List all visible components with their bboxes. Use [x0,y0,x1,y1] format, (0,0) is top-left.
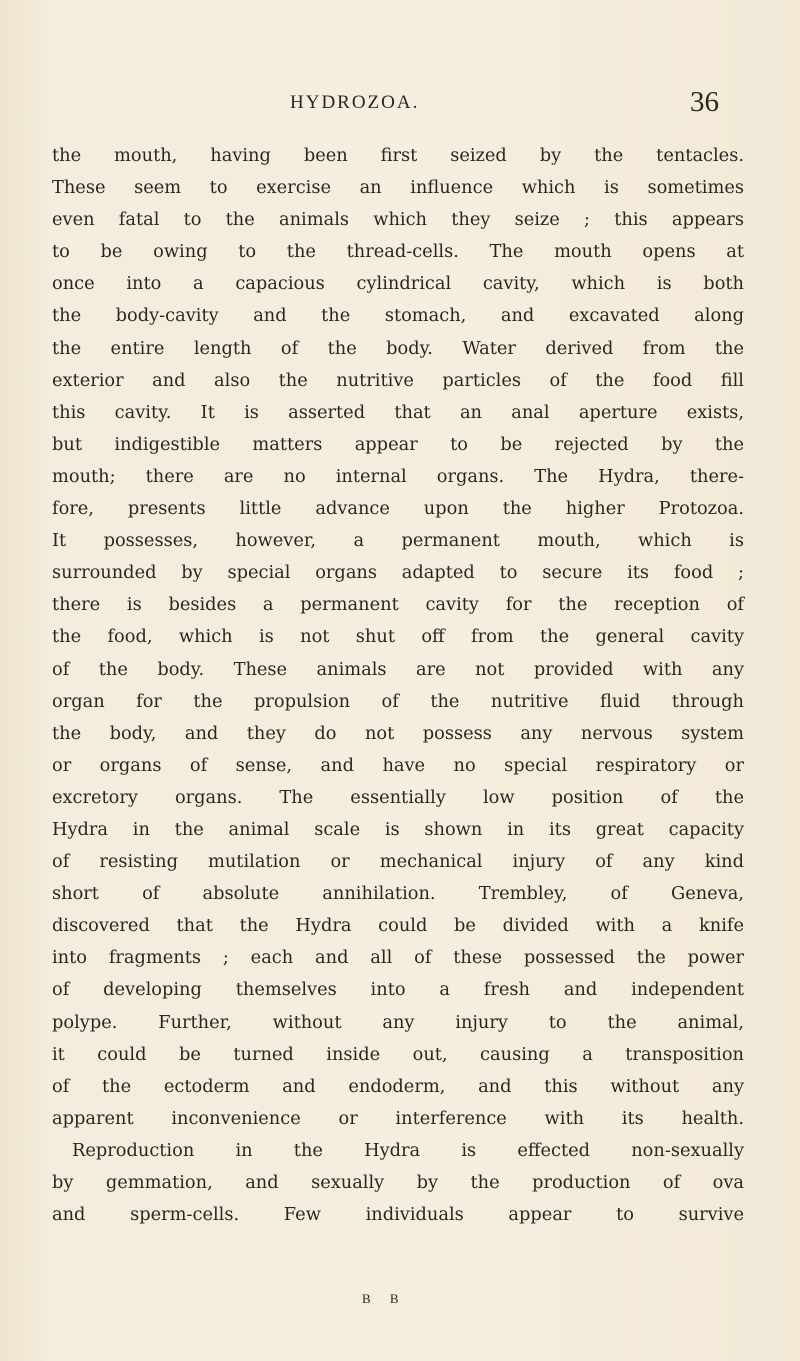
text-line: the food, which is not shut off from the general cavity [52,626,744,648]
text-line: into fragments ; each and all of these possessed the power [52,947,744,969]
text-line: the body, and they do not possess any nervous system [52,722,744,744]
text-line: fore, presents little advance upon the higher Protozoa. [52,498,744,520]
text-line: and sperm-cells. Few individuals appear to survive [52,1204,744,1226]
text-line: of the body. These animals are not provided with any [52,658,744,680]
text-line: there is besides a permanent cavity for the reception of [52,594,744,616]
text-line: the body-cavity and the stomach, and excavated along [52,305,744,327]
text-line: this cavity. It is asserted that an anal aperture exists, [52,401,744,423]
text-line: of developing themselves into a fresh and independent [52,979,744,1001]
text-line: It possesses, however, a permanent mouth, which is [52,530,744,552]
text-line: or organs of sense, and have no special respiratory or [52,754,744,776]
running-title: HYDROZOA. [290,92,420,113]
text-line: the entire length of the body. Water derived from the [52,337,744,359]
text-line: apparent inconvenience or interference with its health. [52,1107,744,1129]
text-line: it could be turned inside out, causing a transposition [52,1043,744,1065]
text-line: organ for the propulsion of the nutritive fluid through [52,690,744,712]
signature-mark: B B [362,1291,407,1306]
body-text [52,140,744,1231]
text-line: polype. Further, without any injury to the animal, [52,1011,744,1033]
page-header [0,88,800,122]
text-line: discovered that the Hydra could be divided with a knife [52,915,744,937]
page-number: 36 [690,86,719,118]
text-line: Hydra in the animal scale is shown in its great capacity [52,818,744,840]
text-line: by gemmation, and sexually by the production of ova [52,1172,744,1193]
text-line: excretory organs. The essentially low position of the [52,786,744,808]
text-line: of the ectoderm and endoderm, and this without any [52,1075,744,1097]
text-line: but indigestible matters appear to be rejected by the [52,433,744,455]
text-line: exterior and also the nutritive particles of the food fill [52,369,744,391]
text-line: the mouth, having been first seized by the tentacles. [52,145,744,166]
text-line: surrounded by special organs adapted to secure its food ; [52,562,744,584]
text-line: once into a capacious cylindrical cavity, which is both [52,273,744,295]
text-line: of resisting mutilation or mechanical injury of any kind [52,851,744,873]
paragraph-start-line: Reproduction in the Hydra is effected non-sexually [72,1139,744,1161]
text-line: to be owing to the thread-cells. The mouth opens at [52,241,744,263]
text-line: short of absolute annihilation. Trembley, of Geneva, [52,883,744,905]
text-line: mouth; there are no internal organs. The Hydra, there- [52,465,744,487]
text-line: These seem to exercise an influence which is sometimes [52,177,744,199]
text-line: even fatal to the animals which they seize ; this appears [52,209,744,231]
